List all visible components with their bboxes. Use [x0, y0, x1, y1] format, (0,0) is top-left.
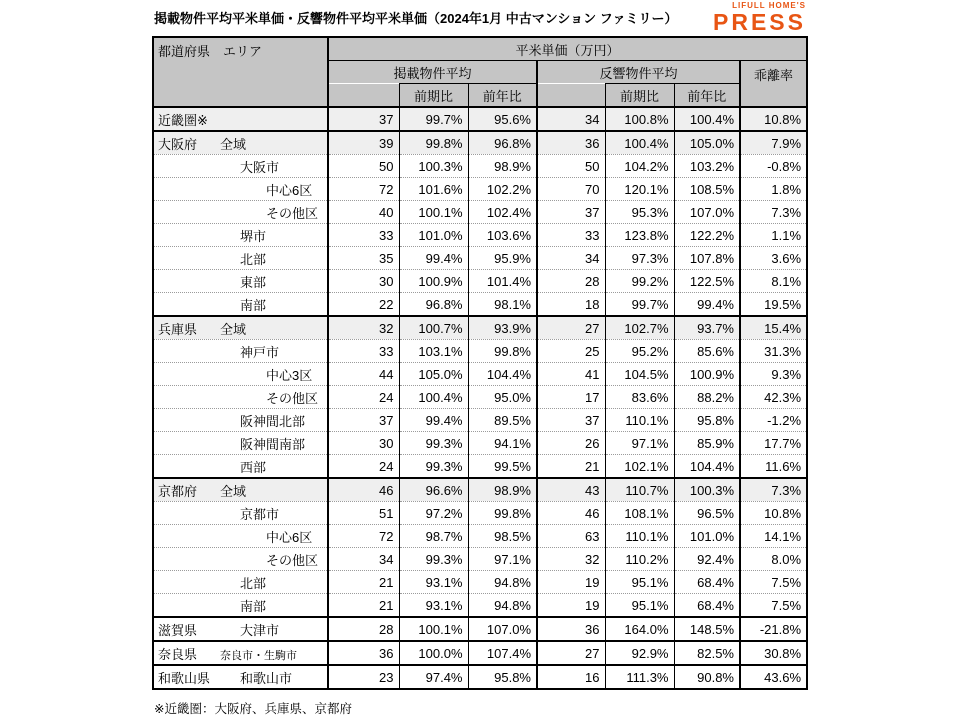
response-value-cell: 32 — [537, 548, 605, 571]
response-mom-cell: 83.6% — [605, 386, 674, 409]
listed-mom-cell: 100.7% — [399, 316, 468, 340]
area-cell — [153, 201, 328, 224]
divergence-cell: -21.8% — [740, 617, 807, 641]
response-value-cell: 34 — [537, 247, 605, 270]
listed-yoy-cell: 94.8% — [468, 571, 537, 594]
table-row — [153, 502, 807, 525]
listed-value-cell: 39 — [328, 131, 399, 155]
response-mom-cell: 111.3% — [605, 665, 674, 689]
divergence-cell: 30.8% — [740, 641, 807, 665]
prefecture-label: 滋賀県 — [158, 622, 198, 638]
listed-yoy-cell: 102.2% — [468, 178, 537, 201]
area-label: 大阪市 — [240, 159, 280, 175]
divergence-cell: 19.5% — [740, 293, 807, 317]
listed-mom-cell: 99.7% — [399, 107, 468, 131]
response-yoy-cell: 108.5% — [674, 178, 740, 201]
divergence-cell: 8.1% — [740, 270, 807, 293]
area-cell — [153, 178, 328, 201]
area-cell — [153, 363, 328, 386]
prefecture-label: 奈良県 — [158, 646, 198, 662]
listed-yoy-cell: 103.6% — [468, 224, 537, 247]
area-label: 南部 — [240, 297, 267, 313]
area-label: その他区 — [266, 390, 319, 406]
area-label: 北部 — [240, 251, 267, 267]
listed-value-cell: 30 — [328, 432, 399, 455]
response-mom-cell: 95.2% — [605, 340, 674, 363]
divergence-cell: 7.5% — [740, 594, 807, 618]
area-cell — [153, 409, 328, 432]
listed-yoy-cell: 98.9% — [468, 478, 537, 502]
table-row — [153, 455, 807, 479]
listed-yoy-cell: 98.5% — [468, 525, 537, 548]
table-row — [153, 155, 807, 178]
table-row — [153, 594, 807, 618]
listed-yoy-cell: 101.4% — [468, 270, 537, 293]
listed-mom-cell: 99.3% — [399, 548, 468, 571]
area-label: 全域 — [220, 321, 247, 337]
listed-value-cell: 46 — [328, 478, 399, 502]
area-label: 中心6区 — [266, 182, 313, 198]
response-yoy-cell: 92.4% — [674, 548, 740, 571]
listed-value-cell: 28 — [328, 617, 399, 641]
response-mom-cell: 120.1% — [605, 178, 674, 201]
table-row — [153, 293, 807, 317]
listed-mom-cell: 103.1% — [399, 340, 468, 363]
divergence-cell: 3.6% — [740, 247, 807, 270]
table-row — [153, 617, 807, 641]
area-cell — [153, 525, 328, 548]
divergence-cell: 10.8% — [740, 502, 807, 525]
area-cell — [153, 594, 328, 618]
area-label: 南部 — [240, 598, 267, 614]
header-prefecture-area: 都道府県 エリア — [153, 37, 328, 107]
response-yoy-cell: 103.2% — [674, 155, 740, 178]
response-yoy-cell: 148.5% — [674, 617, 740, 641]
table-row — [153, 178, 807, 201]
response-yoy-cell: 105.0% — [674, 131, 740, 155]
area-label: 西部 — [240, 459, 267, 475]
prefecture-label: 近畿圏※ — [158, 112, 208, 128]
divergence-cell: 8.0% — [740, 548, 807, 571]
response-value-cell: 41 — [537, 363, 605, 386]
area-label: 阪神間北部 — [240, 413, 306, 429]
response-yoy-cell: 122.5% — [674, 270, 740, 293]
table-row — [153, 641, 807, 665]
listed-mom-cell: 99.3% — [399, 455, 468, 479]
response-mom-cell: 99.2% — [605, 270, 674, 293]
listed-yoy-cell: 104.4% — [468, 363, 537, 386]
listed-yoy-cell: 94.1% — [468, 432, 537, 455]
listed-mom-cell: 105.0% — [399, 363, 468, 386]
table-row — [153, 571, 807, 594]
listed-mom-cell: 97.2% — [399, 502, 468, 525]
listed-value-cell: 22 — [328, 293, 399, 317]
area-label: 中心6区 — [266, 529, 313, 545]
listed-yoy-cell: 94.8% — [468, 594, 537, 618]
response-mom-cell: 95.1% — [605, 594, 674, 618]
listed-value-cell: 37 — [328, 409, 399, 432]
area-label: 全域 — [220, 483, 247, 499]
response-yoy-cell: 90.8% — [674, 665, 740, 689]
area-label: 全域 — [220, 136, 247, 152]
response-yoy-cell: 99.4% — [674, 293, 740, 317]
header-unit-price: 平米単価（万円） — [328, 37, 807, 61]
area-cell — [153, 293, 328, 317]
divergence-cell: -0.8% — [740, 155, 807, 178]
listed-value-cell: 34 — [328, 548, 399, 571]
listed-mom-cell: 101.6% — [399, 178, 468, 201]
table-row — [153, 316, 807, 340]
header-divergence-rate: 乖離率 — [740, 61, 807, 108]
header-listed-average: 掲載物件平均 — [328, 61, 537, 84]
table-row — [153, 409, 807, 432]
listed-value-cell: 40 — [328, 201, 399, 224]
prefecture-label: 大阪府 — [158, 136, 198, 152]
area-label: 和歌山市 — [240, 670, 293, 686]
logo-press-text: PRESS — [713, 9, 806, 35]
table-row — [153, 478, 807, 502]
area-label: 京都市 — [240, 506, 280, 522]
area-cell — [153, 155, 328, 178]
response-yoy-cell: 96.5% — [674, 502, 740, 525]
listed-value-cell: 51 — [328, 502, 399, 525]
table-row — [153, 131, 807, 155]
area-cell — [153, 107, 328, 131]
response-mom-cell: 100.8% — [605, 107, 674, 131]
area-cell — [153, 641, 328, 665]
area-cell — [153, 131, 328, 155]
prefecture-label: 兵庫県 — [158, 321, 198, 337]
listed-mom-cell: 99.4% — [399, 247, 468, 270]
listed-mom-cell: 93.1% — [399, 594, 468, 618]
response-yoy-cell: 68.4% — [674, 571, 740, 594]
response-value-cell: 26 — [537, 432, 605, 455]
response-value-cell: 34 — [537, 107, 605, 131]
listed-yoy-cell: 95.6% — [468, 107, 537, 131]
listed-value-cell: 21 — [328, 594, 399, 618]
response-value-cell: 19 — [537, 594, 605, 618]
response-value-cell: 28 — [537, 270, 605, 293]
response-value-cell: 25 — [537, 340, 605, 363]
response-mom-cell: 102.7% — [605, 316, 674, 340]
listed-value-cell: 32 — [328, 316, 399, 340]
area-label: その他区 — [266, 552, 319, 568]
divergence-cell: 31.3% — [740, 340, 807, 363]
table-row — [153, 386, 807, 409]
table-row — [153, 432, 807, 455]
listed-yoy-cell: 107.0% — [468, 617, 537, 641]
response-yoy-cell: 122.2% — [674, 224, 740, 247]
table-row — [153, 201, 807, 224]
table-header — [153, 37, 807, 107]
response-yoy-cell: 85.9% — [674, 432, 740, 455]
area-label: 北部 — [240, 575, 267, 591]
listed-mom-cell: 100.3% — [399, 155, 468, 178]
listed-mom-cell: 100.4% — [399, 386, 468, 409]
response-value-cell: 27 — [537, 641, 605, 665]
listed-value-cell: 33 — [328, 340, 399, 363]
listed-yoy-cell: 99.5% — [468, 455, 537, 479]
response-mom-cell: 99.7% — [605, 293, 674, 317]
area-cell — [153, 316, 328, 340]
area-label: 東部 — [240, 274, 267, 290]
divergence-cell: 7.3% — [740, 478, 807, 502]
response-value-cell: 27 — [537, 316, 605, 340]
area-label: 大津市 — [240, 622, 280, 638]
area-cell — [153, 270, 328, 293]
response-mom-cell: 108.1% — [605, 502, 674, 525]
listed-mom-cell: 101.0% — [399, 224, 468, 247]
listed-yoy-cell: 102.4% — [468, 201, 537, 224]
response-value-cell: 63 — [537, 525, 605, 548]
response-yoy-cell: 104.4% — [674, 455, 740, 479]
listed-yoy-cell: 99.8% — [468, 502, 537, 525]
listed-mom-cell: 99.3% — [399, 432, 468, 455]
response-yoy-cell: 88.2% — [674, 386, 740, 409]
table-row — [153, 247, 807, 270]
area-cell — [153, 478, 328, 502]
header-listed-mom: 前期比 — [399, 84, 468, 108]
page-title: 掲載物件平均平米単価・反響物件平均平米単価（2024年1月 中古マンション ファミリー） — [154, 11, 678, 26]
listed-mom-cell: 100.9% — [399, 270, 468, 293]
divergence-cell: 1.8% — [740, 178, 807, 201]
response-mom-cell: 95.1% — [605, 571, 674, 594]
listed-mom-cell: 96.8% — [399, 293, 468, 317]
response-value-cell: 50 — [537, 155, 605, 178]
response-mom-cell: 102.1% — [605, 455, 674, 479]
response-value-cell: 37 — [537, 201, 605, 224]
listed-value-cell: 37 — [328, 107, 399, 131]
response-mom-cell: 110.7% — [605, 478, 674, 502]
listed-value-cell: 72 — [328, 525, 399, 548]
response-yoy-cell: 100.3% — [674, 478, 740, 502]
response-value-cell: 43 — [537, 478, 605, 502]
response-value-cell: 21 — [537, 455, 605, 479]
listed-mom-cell: 99.4% — [399, 409, 468, 432]
area-label: 堺市 — [240, 228, 267, 244]
table-row — [153, 548, 807, 571]
divergence-cell: 1.1% — [740, 224, 807, 247]
response-value-cell: 17 — [537, 386, 605, 409]
logo-brand-text: LIFULL HOME'S — [732, 1, 806, 10]
listed-value-cell: 33 — [328, 224, 399, 247]
response-mom-cell: 104.5% — [605, 363, 674, 386]
listed-mom-cell: 97.4% — [399, 665, 468, 689]
listed-value-cell: 21 — [328, 571, 399, 594]
response-value-cell: 36 — [537, 131, 605, 155]
table-row — [153, 665, 807, 689]
table-row — [153, 224, 807, 247]
response-yoy-cell: 100.4% — [674, 107, 740, 131]
area-label: その他区 — [266, 205, 319, 221]
area-cell — [153, 224, 328, 247]
header-response-value-spacer — [537, 84, 605, 108]
response-mom-cell: 110.1% — [605, 525, 674, 548]
listed-value-cell: 36 — [328, 641, 399, 665]
response-mom-cell: 97.3% — [605, 247, 674, 270]
listed-yoy-cell: 99.8% — [468, 340, 537, 363]
listed-value-cell: 30 — [328, 270, 399, 293]
listed-mom-cell: 100.1% — [399, 201, 468, 224]
response-mom-cell: 164.0% — [605, 617, 674, 641]
listed-value-cell: 24 — [328, 386, 399, 409]
listed-yoy-cell: 95.9% — [468, 247, 537, 270]
area-cell — [153, 455, 328, 479]
listed-mom-cell: 98.7% — [399, 525, 468, 548]
response-yoy-cell: 101.0% — [674, 525, 740, 548]
divergence-cell: 7.3% — [740, 201, 807, 224]
listed-yoy-cell: 107.4% — [468, 641, 537, 665]
footnote: ※近畿圏：大阪府、兵庫県、京都府 — [154, 702, 352, 716]
response-value-cell: 19 — [537, 571, 605, 594]
response-yoy-cell: 68.4% — [674, 594, 740, 618]
response-value-cell: 16 — [537, 665, 605, 689]
divergence-cell: 7.9% — [740, 131, 807, 155]
listed-value-cell: 23 — [328, 665, 399, 689]
area-cell — [153, 617, 328, 641]
area-cell — [153, 548, 328, 571]
response-mom-cell: 123.8% — [605, 224, 674, 247]
divergence-cell: 10.8% — [740, 107, 807, 131]
response-mom-cell: 110.1% — [605, 409, 674, 432]
response-yoy-cell: 100.9% — [674, 363, 740, 386]
table-row — [153, 340, 807, 363]
divergence-cell: 11.6% — [740, 455, 807, 479]
divergence-cell: 15.4% — [740, 316, 807, 340]
listed-yoy-cell: 97.1% — [468, 548, 537, 571]
listed-mom-cell: 96.6% — [399, 478, 468, 502]
lifull-homes-press-logo — [713, 2, 806, 34]
response-value-cell: 33 — [537, 224, 605, 247]
area-cell — [153, 502, 328, 525]
header-response-yoy: 前年比 — [674, 84, 740, 108]
response-value-cell: 70 — [537, 178, 605, 201]
listed-value-cell: 35 — [328, 247, 399, 270]
response-value-cell: 37 — [537, 409, 605, 432]
listed-mom-cell: 100.1% — [399, 617, 468, 641]
divergence-cell: 17.7% — [740, 432, 807, 455]
listed-yoy-cell: 98.9% — [468, 155, 537, 178]
listed-yoy-cell: 95.8% — [468, 665, 537, 689]
response-value-cell: 36 — [537, 617, 605, 641]
listed-value-cell: 24 — [328, 455, 399, 479]
listed-mom-cell: 99.8% — [399, 131, 468, 155]
response-mom-cell: 110.2% — [605, 548, 674, 571]
response-yoy-cell: 107.0% — [674, 201, 740, 224]
listed-value-cell: 72 — [328, 178, 399, 201]
response-mom-cell: 97.1% — [605, 432, 674, 455]
area-cell — [153, 665, 328, 689]
area-label: 中心3区 — [266, 367, 313, 383]
table-row — [153, 363, 807, 386]
response-yoy-cell: 85.6% — [674, 340, 740, 363]
area-label: 神戸市 — [240, 344, 280, 360]
price-table — [152, 36, 808, 690]
area-cell — [153, 432, 328, 455]
prefecture-label: 京都府 — [158, 483, 198, 499]
listed-yoy-cell: 89.5% — [468, 409, 537, 432]
table-row — [153, 107, 807, 131]
response-yoy-cell: 107.8% — [674, 247, 740, 270]
table-row — [153, 525, 807, 548]
area-cell — [153, 247, 328, 270]
table-body — [153, 107, 807, 689]
area-cell — [153, 571, 328, 594]
listed-yoy-cell: 96.8% — [468, 131, 537, 155]
response-mom-cell: 95.3% — [605, 201, 674, 224]
listed-value-cell: 44 — [328, 363, 399, 386]
header-listed-yoy: 前年比 — [468, 84, 537, 108]
prefecture-label: 和歌山県 — [158, 670, 211, 686]
divergence-cell: 9.3% — [740, 363, 807, 386]
response-mom-cell: 100.4% — [605, 131, 674, 155]
response-mom-cell: 104.2% — [605, 155, 674, 178]
listed-yoy-cell: 93.9% — [468, 316, 537, 340]
divergence-cell: 42.3% — [740, 386, 807, 409]
divergence-cell: 7.5% — [740, 571, 807, 594]
listed-value-cell: 50 — [328, 155, 399, 178]
area-label: 阪神間南部 — [240, 436, 306, 452]
listed-yoy-cell: 98.1% — [468, 293, 537, 317]
area-cell — [153, 340, 328, 363]
table-row — [153, 270, 807, 293]
divergence-cell: 14.1% — [740, 525, 807, 548]
response-value-cell: 18 — [537, 293, 605, 317]
area-cell — [153, 386, 328, 409]
response-value-cell: 46 — [537, 502, 605, 525]
listed-mom-cell: 93.1% — [399, 571, 468, 594]
response-yoy-cell: 93.7% — [674, 316, 740, 340]
response-yoy-cell: 82.5% — [674, 641, 740, 665]
area-label: 奈良市・生駒市 — [220, 649, 297, 662]
listed-yoy-cell: 95.0% — [468, 386, 537, 409]
header-listed-value-spacer — [328, 84, 399, 108]
response-mom-cell: 92.9% — [605, 641, 674, 665]
header-response-average: 反響物件平均 — [537, 61, 740, 84]
response-yoy-cell: 95.8% — [674, 409, 740, 432]
listed-mom-cell: 100.0% — [399, 641, 468, 665]
divergence-cell: -1.2% — [740, 409, 807, 432]
divergence-cell: 43.6% — [740, 665, 807, 689]
header-response-mom: 前期比 — [605, 84, 674, 108]
